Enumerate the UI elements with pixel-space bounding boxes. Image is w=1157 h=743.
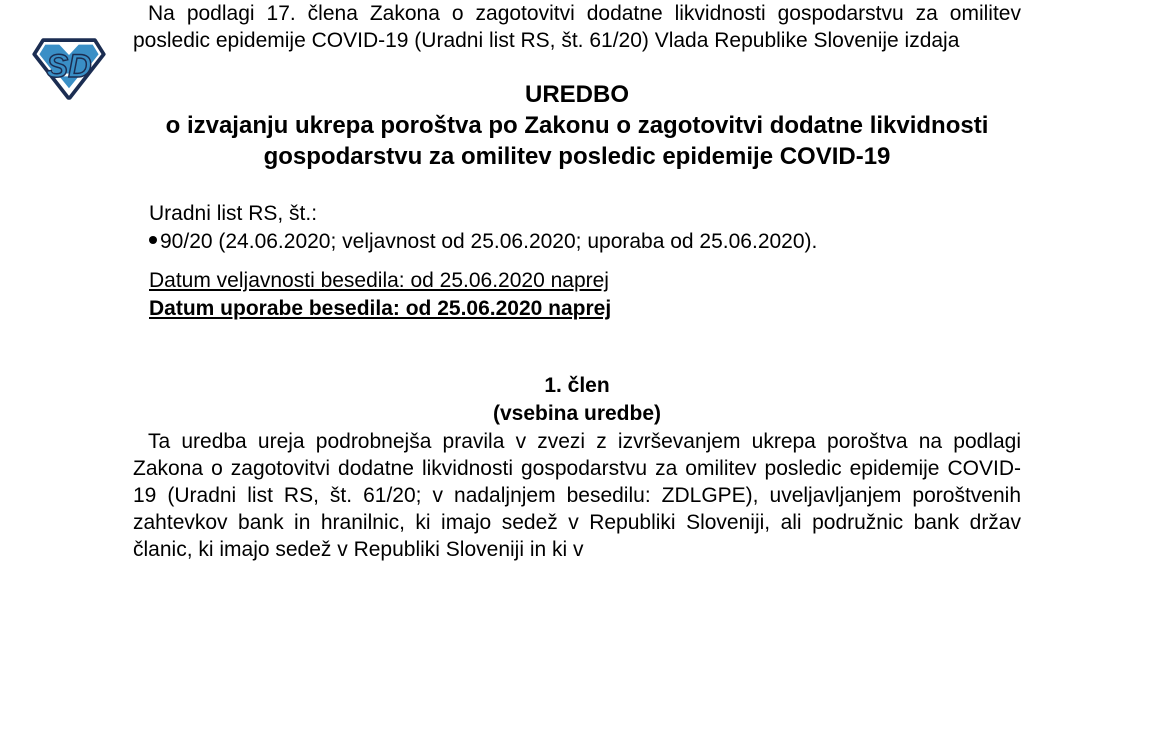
gazette-item [149,228,1021,256]
document-title [133,80,1021,172]
title-act-type: UREDBO [524,81,629,108]
bullet-icon [149,236,157,244]
sd-diamond-logo-svg [32,36,106,102]
validity-effective-line: Datum veljavnosti besedila: od 25.06.2020 naprej [149,269,609,292]
validity-block [133,267,1021,323]
gazette-item-text: 90/20 (24.06.2020; veljavnost od 25.06.2020; uporaba od 25.06.2020). [160,230,818,253]
intro-paragraph: Na podlagi 17. člena Zakona o zagotovitvi dodatne likvidnosti gospodarstvu za omilitev posledic epidemije COVID-19 (Uradni list RS, št. 61/20) Vlada Republike Slovenije izdaja [133,2,1021,52]
svg-text:SD: SD [46,48,92,85]
gazette-block [133,200,1021,256]
gazette-label: Uradni list RS, št.: [149,202,318,225]
article-1 [133,372,1021,563]
title-act-subject: o izvajanju ukrepa poroštva po Zakonu o zagotovitvi dodatne likvidnosti gospodarstvu za omilitev posledic epidemije COVID-19 [165,112,989,170]
sd-diamond-logo-icon [32,36,106,102]
article-number: 1. člen [544,374,610,397]
article-caption: (vsebina uredbe) [492,402,662,425]
article-body: Ta uredba ureja podrobnejša pravila v zvezi z izvrševanjem ukrepa poroštva na podlagi Zakona o zagotovitvi dodatne likvidnosti gospodarstvu za omilitev posledic epidemije COVID-19 (Uradni list RS, št. 61/20; v nadaljnjem besedilu: ZDLGPE), uveljavljanjem poroštvenih zahtevkov bank in hranilnic, ki imajo sedež v Republiki Sloveniji, ali podružnic bank držav članic, ki imajo sedež v Republiki Sloveniji in ki v [133,430,1021,561]
document-content [133,0,1021,563]
validity-application-line: Datum uporabe besedila: od 25.06.2020 naprej [149,297,612,320]
